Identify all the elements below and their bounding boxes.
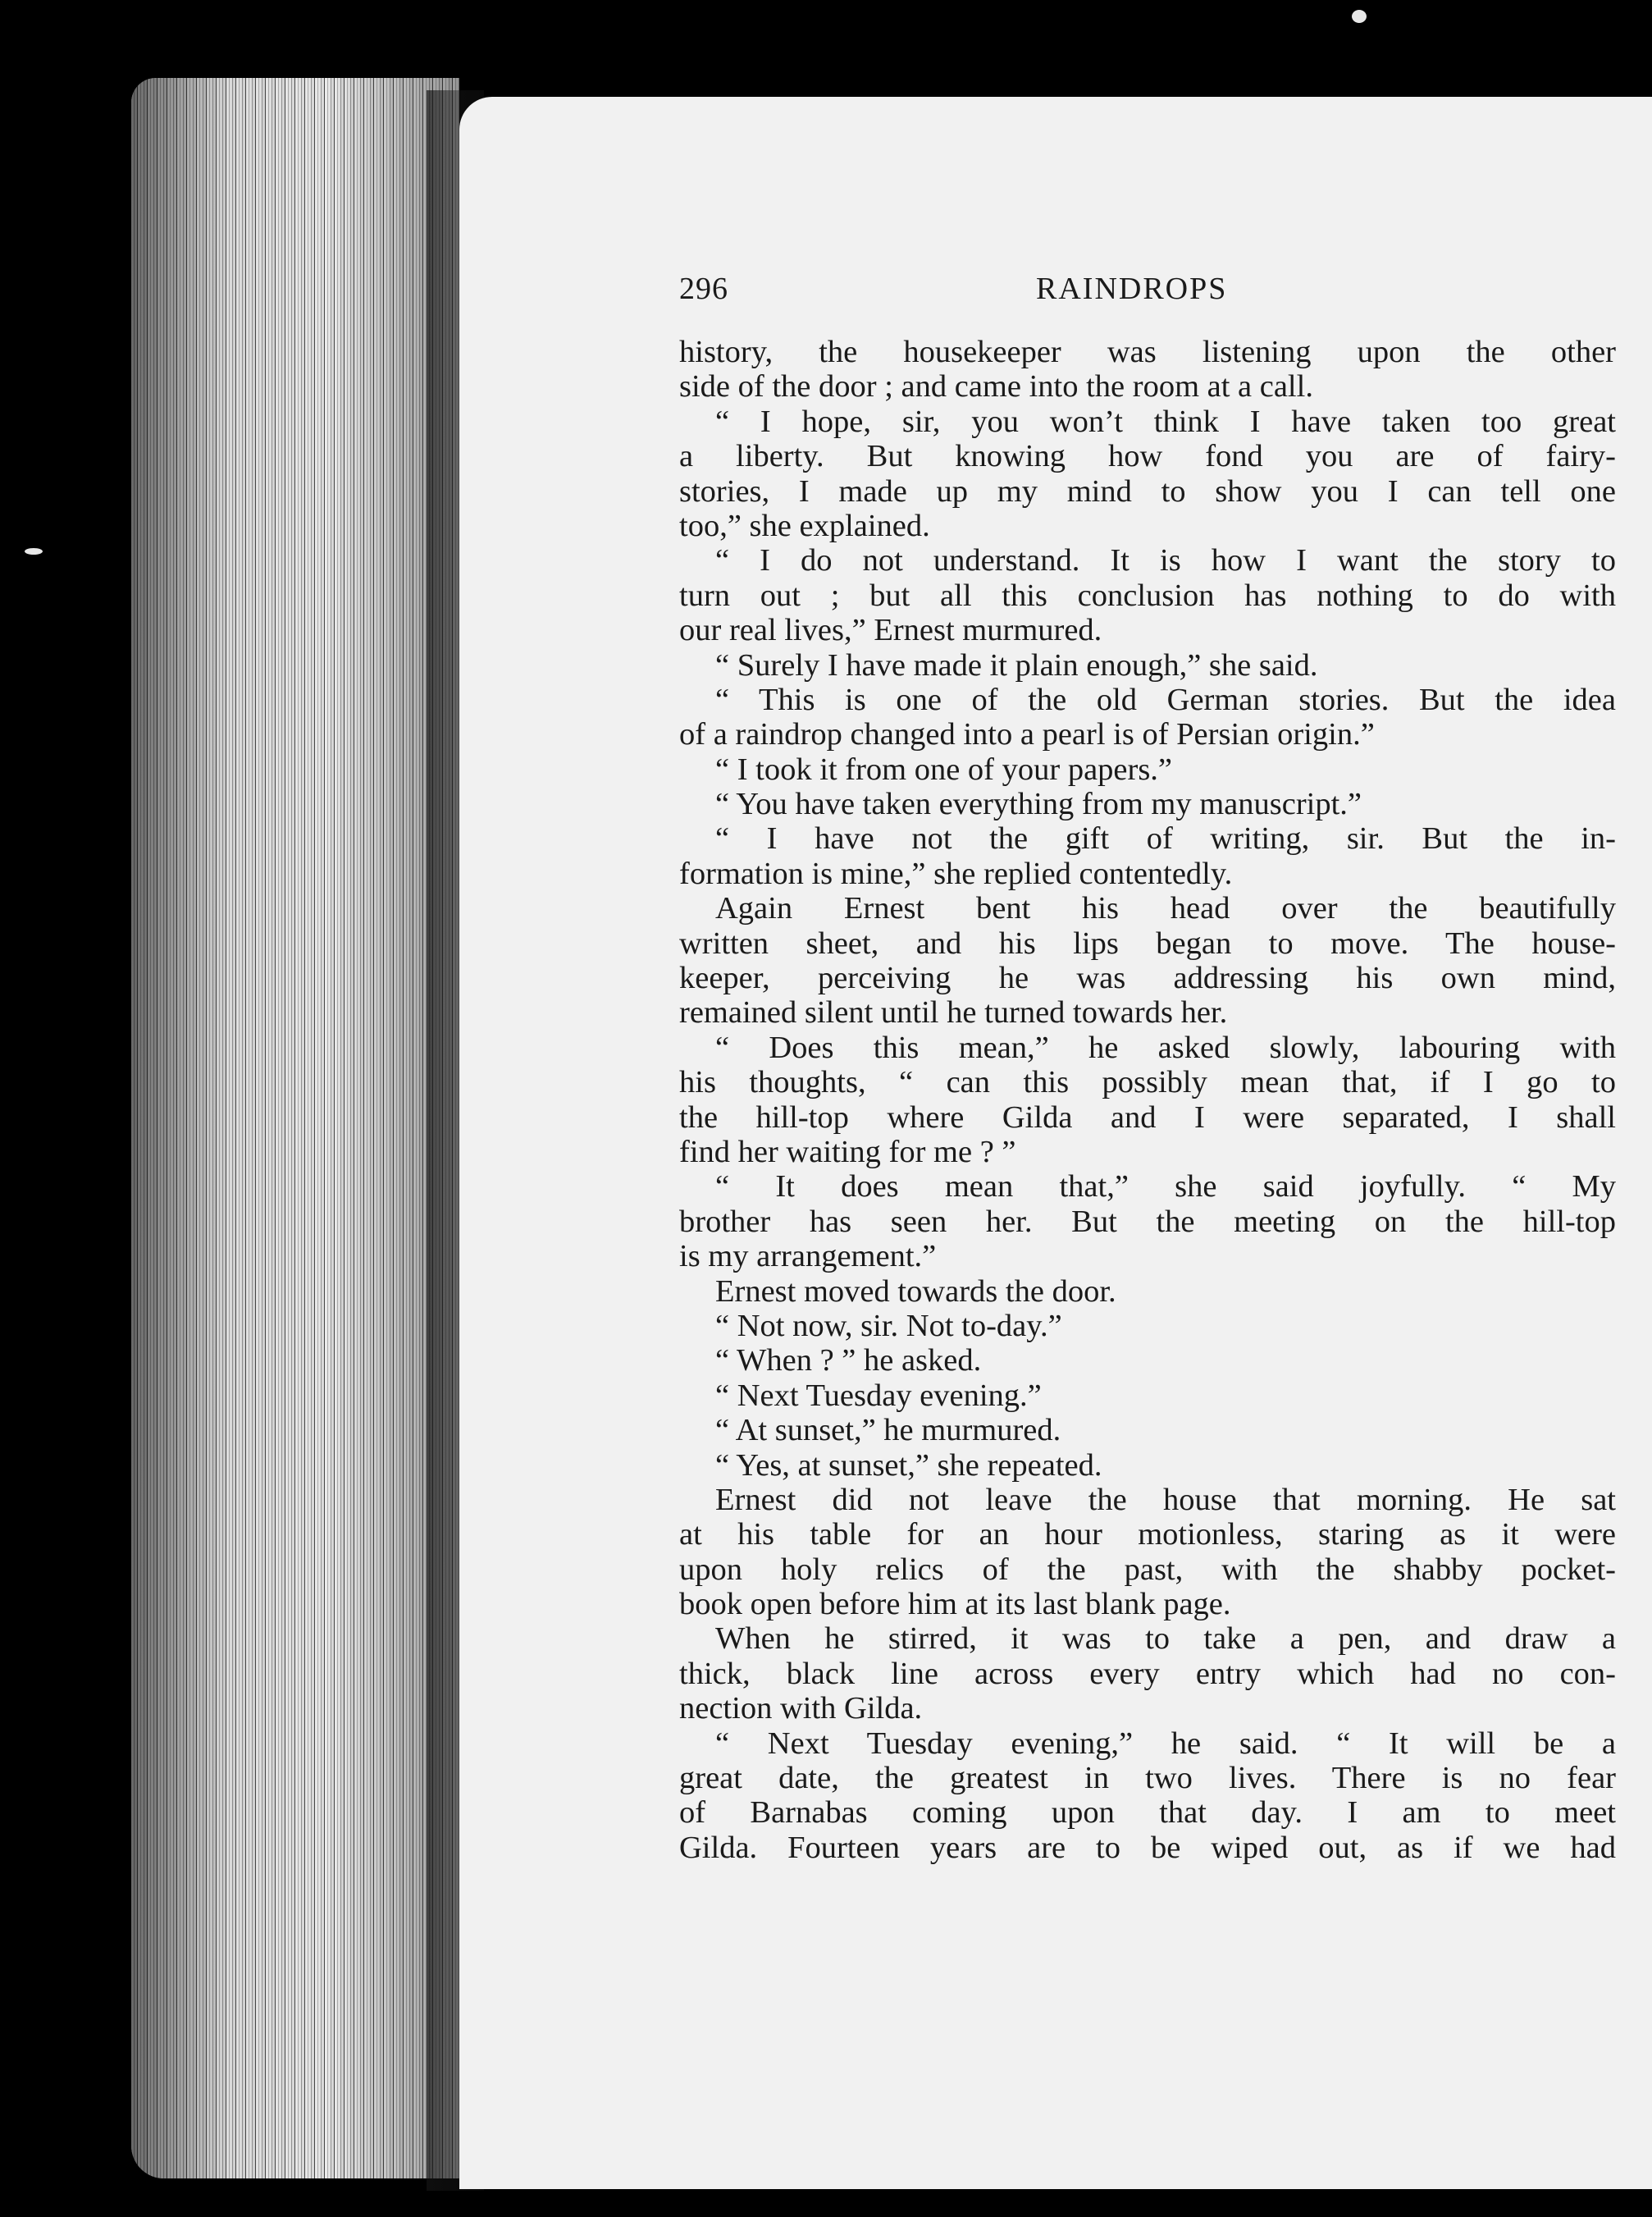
text-line: remained silent until he turned towards her. xyxy=(679,995,1228,1031)
text-line: is my arrangement.” xyxy=(679,1239,937,1274)
text-line: our real lives,” Ernest murmured. xyxy=(679,613,1102,648)
text-line: stories, I made up my mind to show you I can tell one xyxy=(679,473,1616,509)
text-line: of Barnabas coming upon that day. I am to meet xyxy=(679,1795,1616,1831)
text-line: “ Not now, sir. Not to-day.” xyxy=(715,1308,1062,1343)
text-line: When he stirred, it was to take a pen, and draw a xyxy=(715,1621,1616,1657)
body-text xyxy=(679,335,1616,1865)
text-line: Ernest did not leave the house that morning. He sat xyxy=(715,1482,1616,1517)
text-line: thick, black line across every entry which had no con- xyxy=(679,1656,1616,1691)
text-line: turn out ; but all this conclusion has nothing to do with xyxy=(679,578,1616,613)
text-line: “ Yes, at sunset,” she repeated. xyxy=(715,1447,1102,1483)
text-line: side of the door ; and came into the room at a call. xyxy=(679,369,1313,405)
running-title: RAINDROPS xyxy=(1036,272,1228,306)
text-line: “ At sunset,” he murmured. xyxy=(715,1413,1061,1448)
text-line: keeper, perceiving he was addressing his own mind, xyxy=(679,961,1616,996)
text-line: of a raindrop changed into a pearl is of Persian origin.” xyxy=(679,717,1375,752)
scan-speck xyxy=(1352,10,1367,23)
text-line: written sheet, and his lips began to move. The house- xyxy=(679,926,1616,961)
text-line: his thoughts, “ can this possibly mean that, if I go to xyxy=(679,1065,1616,1100)
text-line: the hill-top where Gilda and I were separated, I shall xyxy=(679,1099,1616,1135)
scan-speck xyxy=(25,548,43,555)
text-line: book open before him at its last blank page. xyxy=(679,1587,1231,1622)
text-line: “ I took it from one of your papers.” xyxy=(715,752,1173,787)
page-header xyxy=(679,271,1622,320)
text-line: history, the housekeeper was listening upon the other xyxy=(679,335,1616,369)
text-line: “ Next Tuesday evening.” xyxy=(715,1378,1042,1413)
text-line: “ I hope, sir, you won’t think I have taken too great xyxy=(715,404,1616,439)
page-number: 296 xyxy=(679,272,728,306)
text-line: a liberty. But knowing how fond you are of fairy- xyxy=(679,439,1616,474)
text-line: at his table for an hour motionless, staring as it were xyxy=(679,1517,1616,1552)
text-line: great date, the greatest in two lives. There is no fear xyxy=(679,1761,1616,1796)
text-line: Gilda. Fourteen years are to be wiped out, as if we had xyxy=(679,1830,1616,1865)
book-page-edges xyxy=(131,78,459,2178)
text-line: formation is mine,” she replied contentedly. xyxy=(679,856,1233,891)
text-line: “ You have taken everything from my manuscript.” xyxy=(715,787,1362,822)
text-line: “ It does mean that,” she said joyfully. “ My xyxy=(715,1169,1616,1204)
text-line: “ This is one of the old German stories. But the idea xyxy=(715,682,1616,717)
text-line: “ I have not the gift of writing, sir. But the in- xyxy=(715,821,1616,857)
text-line: “ Does this mean,” he asked slowly, labouring with xyxy=(715,1030,1616,1065)
text-line: “ I do not understand. It is how I want the story to xyxy=(715,543,1616,578)
text-line: too,” she explained. xyxy=(679,508,930,543)
text-line: upon holy relics of the past, with the shabby pocket- xyxy=(679,1552,1616,1587)
text-line: find her waiting for me ? ” xyxy=(679,1134,1016,1169)
text-line: Ernest moved towards the door. xyxy=(715,1273,1116,1309)
text-line: Again Ernest bent his head over the beautifully xyxy=(715,891,1616,926)
text-line: “ When ? ” he asked. xyxy=(715,1343,982,1378)
text-line: brother has seen her. But the meeting on the hill-top xyxy=(679,1204,1616,1239)
text-line: “ Next Tuesday evening,” he said. “ It will be a xyxy=(715,1726,1616,1761)
text-line: nection with Gilda. xyxy=(679,1691,923,1726)
text-line: “ Surely I have made it plain enough,” she said. xyxy=(715,647,1318,683)
